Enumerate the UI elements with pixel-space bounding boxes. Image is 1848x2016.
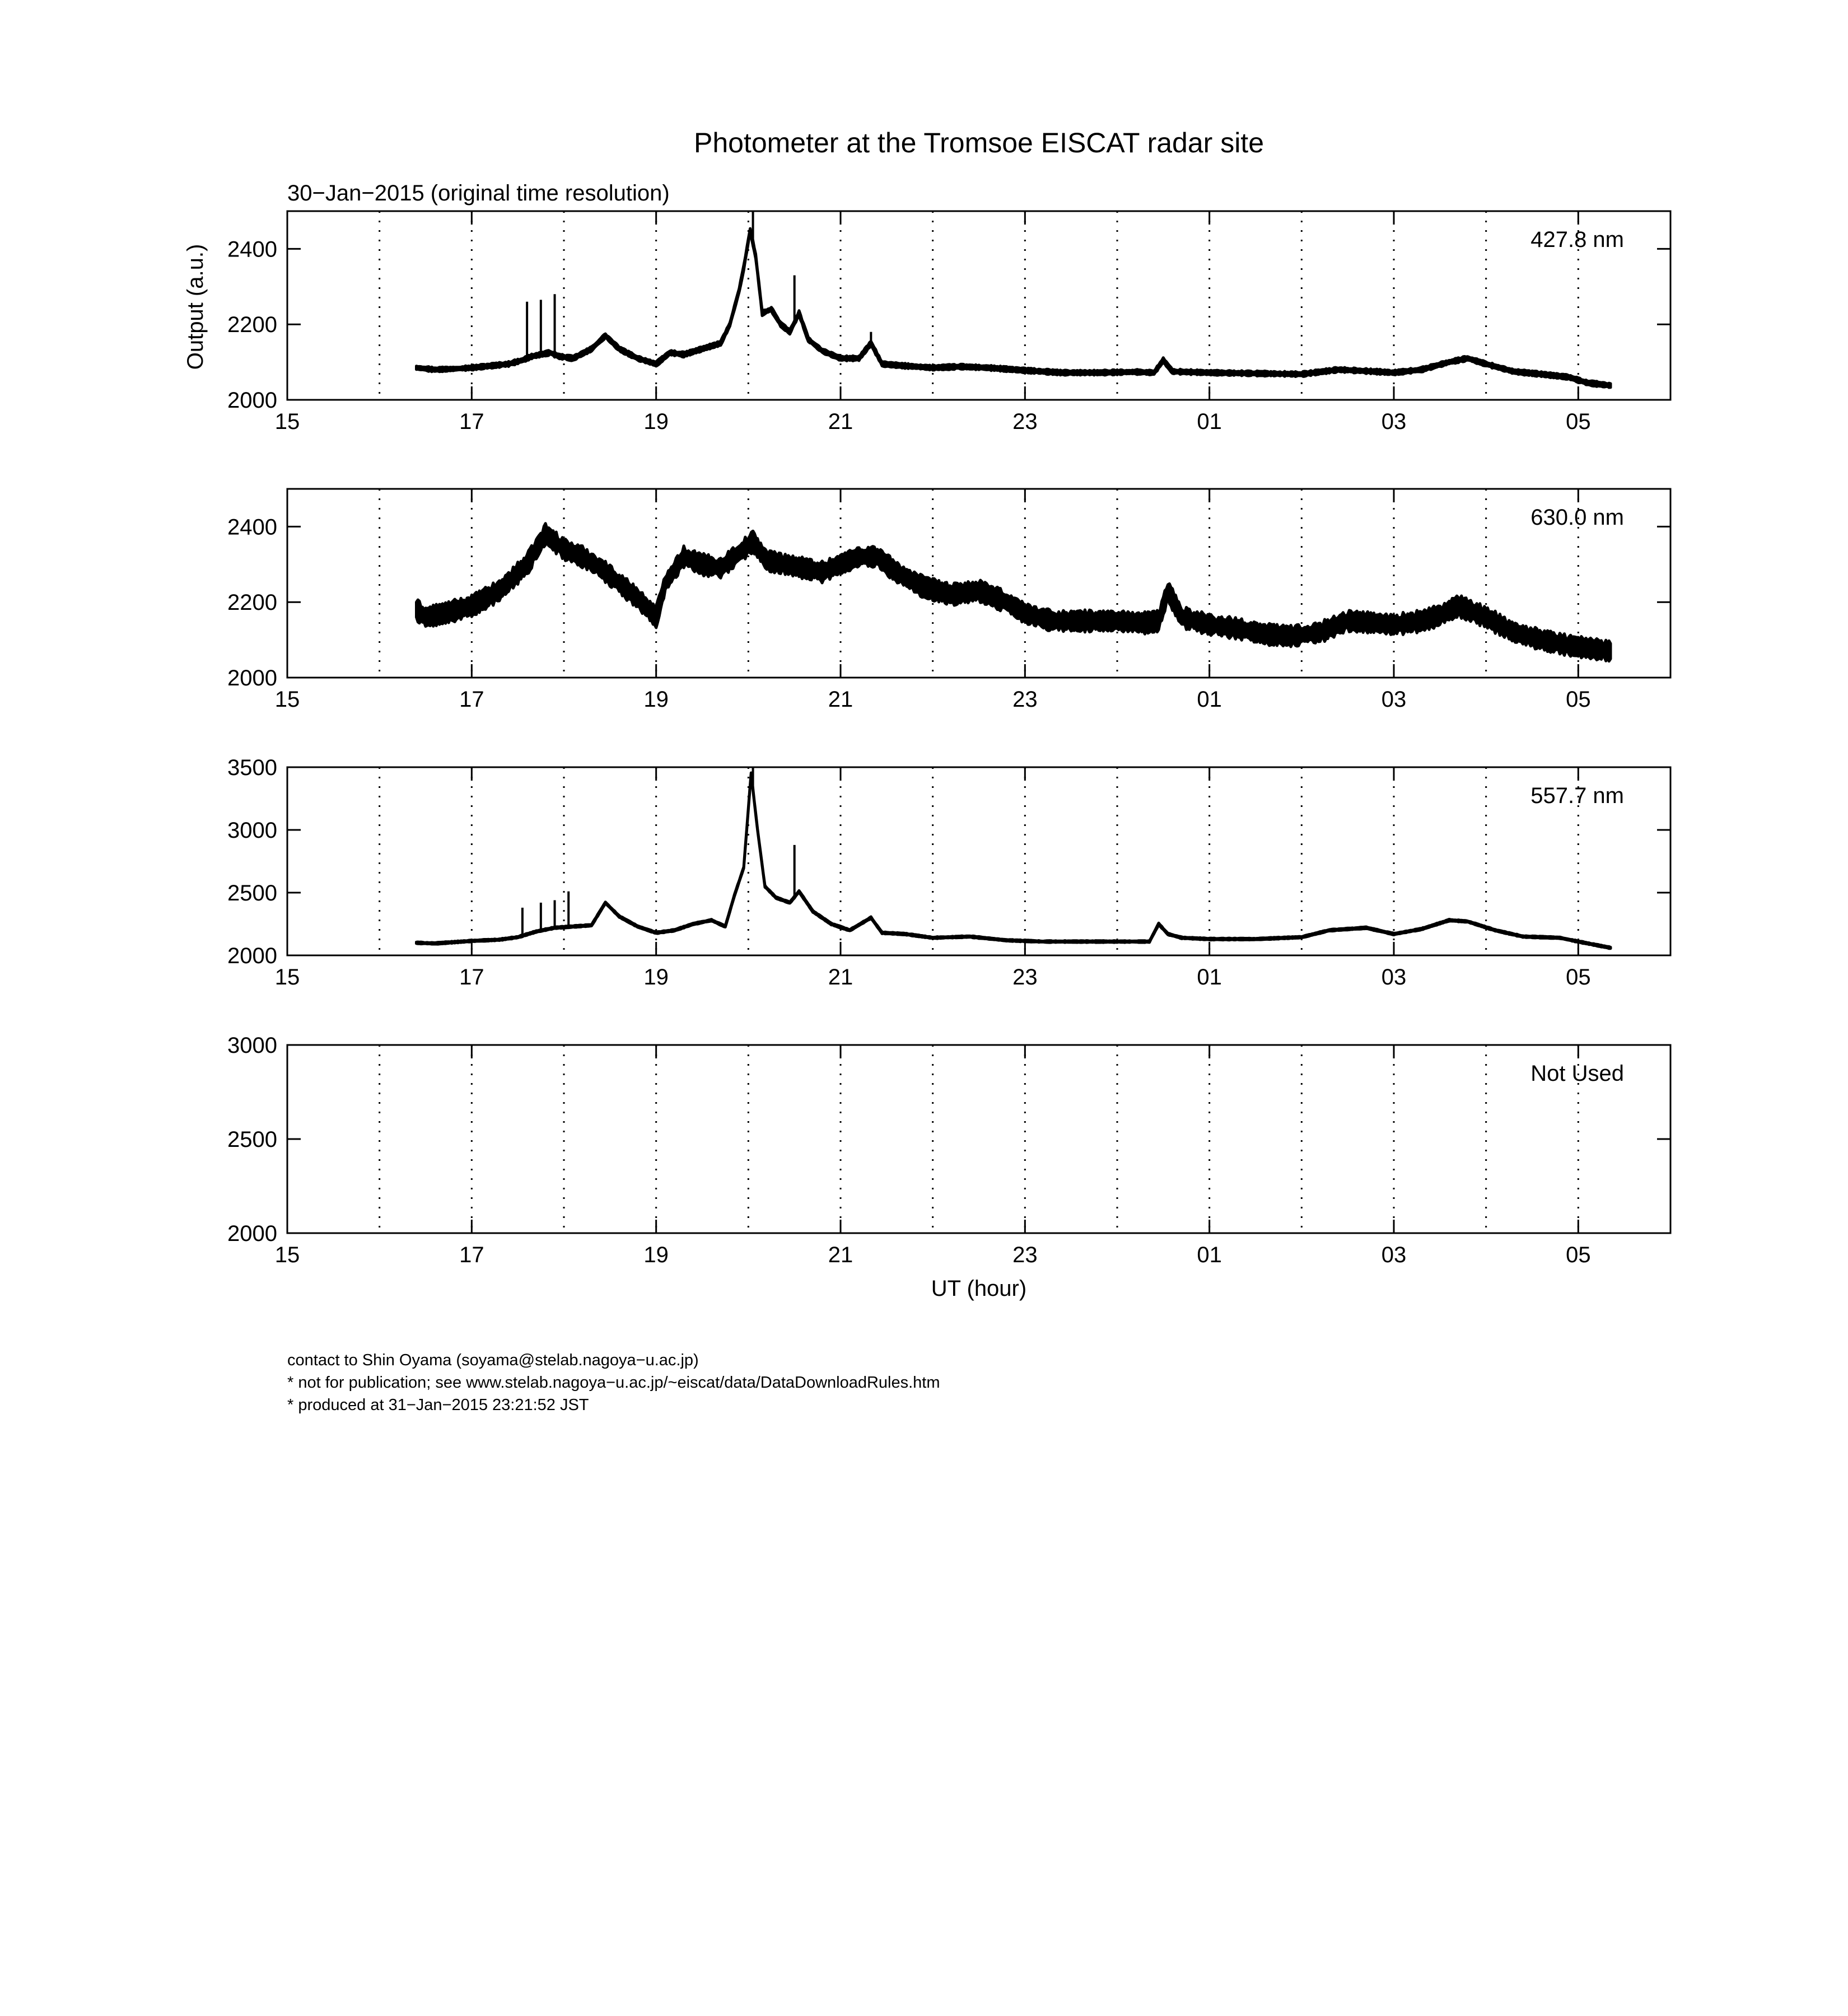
y-tick-label: 2200 <box>227 312 277 338</box>
y-tick-label: 2200 <box>227 590 277 615</box>
chart-title: Photometer at the Tromsoe EISCAT radar site <box>693 127 1264 158</box>
y-tick-label: 2000 <box>227 944 277 968</box>
x-tick-label: 15 <box>274 687 300 712</box>
y-tick-label: 2400 <box>227 515 277 540</box>
x-tick-label: 15 <box>274 409 300 434</box>
data-trace <box>417 524 1611 661</box>
x-tick-label: 05 <box>1566 409 1591 434</box>
y-tick-label: 3500 <box>227 755 277 780</box>
x-tick-label: 23 <box>1012 409 1038 434</box>
x-tick-label: 01 <box>1197 965 1222 990</box>
y-tick-label: 2400 <box>227 237 277 262</box>
x-tick-label: 05 <box>1566 687 1591 712</box>
y-tick-label: 2000 <box>227 666 277 690</box>
y-tick-label: 3000 <box>227 818 277 843</box>
x-tick-label: 17 <box>459 965 484 990</box>
x-tick-label: 21 <box>828 1243 853 1267</box>
x-axis-label: UT (hour) <box>931 1276 1027 1301</box>
panel-2 <box>227 489 1670 712</box>
x-tick-label: 21 <box>828 965 853 990</box>
x-tick-label: 17 <box>459 409 484 434</box>
y-tick-label: 2000 <box>227 1221 277 1246</box>
panel-1 <box>227 211 1670 434</box>
x-tick-label: 17 <box>459 687 484 712</box>
x-tick-label: 21 <box>828 687 853 712</box>
x-tick-label: 19 <box>643 965 669 990</box>
x-tick-label: 01 <box>1197 1243 1222 1267</box>
x-tick-label: 03 <box>1381 409 1407 434</box>
y-tick-label: 2500 <box>227 881 277 906</box>
chart-subtitle: 30−Jan−2015 (original time resolution) <box>287 181 670 206</box>
y-axis-label: Output (a.u.) <box>183 244 208 370</box>
x-tick-label: 23 <box>1012 1243 1038 1267</box>
x-tick-label: 01 <box>1197 687 1222 712</box>
x-tick-label: 23 <box>1012 965 1038 990</box>
y-tick-label: 3000 <box>227 1033 277 1058</box>
panel-wavelength-label: 427.8 nm <box>1530 227 1624 252</box>
footer-publication-note: * not for publication; see www.stelab.nagoya−u.ac.jp/~eiscat/data/DataDownloadRules.htm <box>287 1374 940 1392</box>
x-tick-label: 15 <box>274 965 300 990</box>
x-tick-label: 03 <box>1381 1243 1407 1267</box>
panel-wavelength-label: Not Used <box>1530 1061 1624 1086</box>
x-tick-label: 15 <box>274 1243 300 1267</box>
panel-wavelength-label: 557.7 nm <box>1530 783 1624 808</box>
y-tick-label: 2000 <box>227 388 277 413</box>
data-trace <box>417 773 1611 949</box>
footer-produced-at: * produced at 31−Jan−2015 23:21:52 JST <box>287 1396 589 1414</box>
y-tick-label: 2500 <box>227 1127 277 1152</box>
x-tick-label: 05 <box>1566 965 1591 990</box>
x-tick-label: 19 <box>643 1243 669 1267</box>
footer-contact: contact to Shin Oyama (soyama@stelab.nagoya−u.ac.jp) <box>287 1351 699 1369</box>
x-tick-label: 05 <box>1566 1243 1591 1267</box>
panels-group <box>227 211 1670 1267</box>
panel-3 <box>227 755 1670 990</box>
x-tick-label: 19 <box>643 409 669 434</box>
axes-frame <box>287 767 1670 955</box>
x-tick-label: 23 <box>1012 687 1038 712</box>
data-trace <box>417 228 1611 388</box>
x-tick-label: 01 <box>1197 409 1222 434</box>
x-tick-label: 17 <box>459 1243 484 1267</box>
panel-4 <box>227 1033 1670 1267</box>
axes-frame <box>287 211 1670 400</box>
x-tick-label: 21 <box>828 409 853 434</box>
x-tick-label: 03 <box>1381 687 1407 712</box>
x-tick-label: 19 <box>643 687 669 712</box>
x-tick-label: 03 <box>1381 965 1407 990</box>
axes-frame <box>287 1045 1670 1233</box>
panel-wavelength-label: 630.0 nm <box>1530 505 1624 530</box>
